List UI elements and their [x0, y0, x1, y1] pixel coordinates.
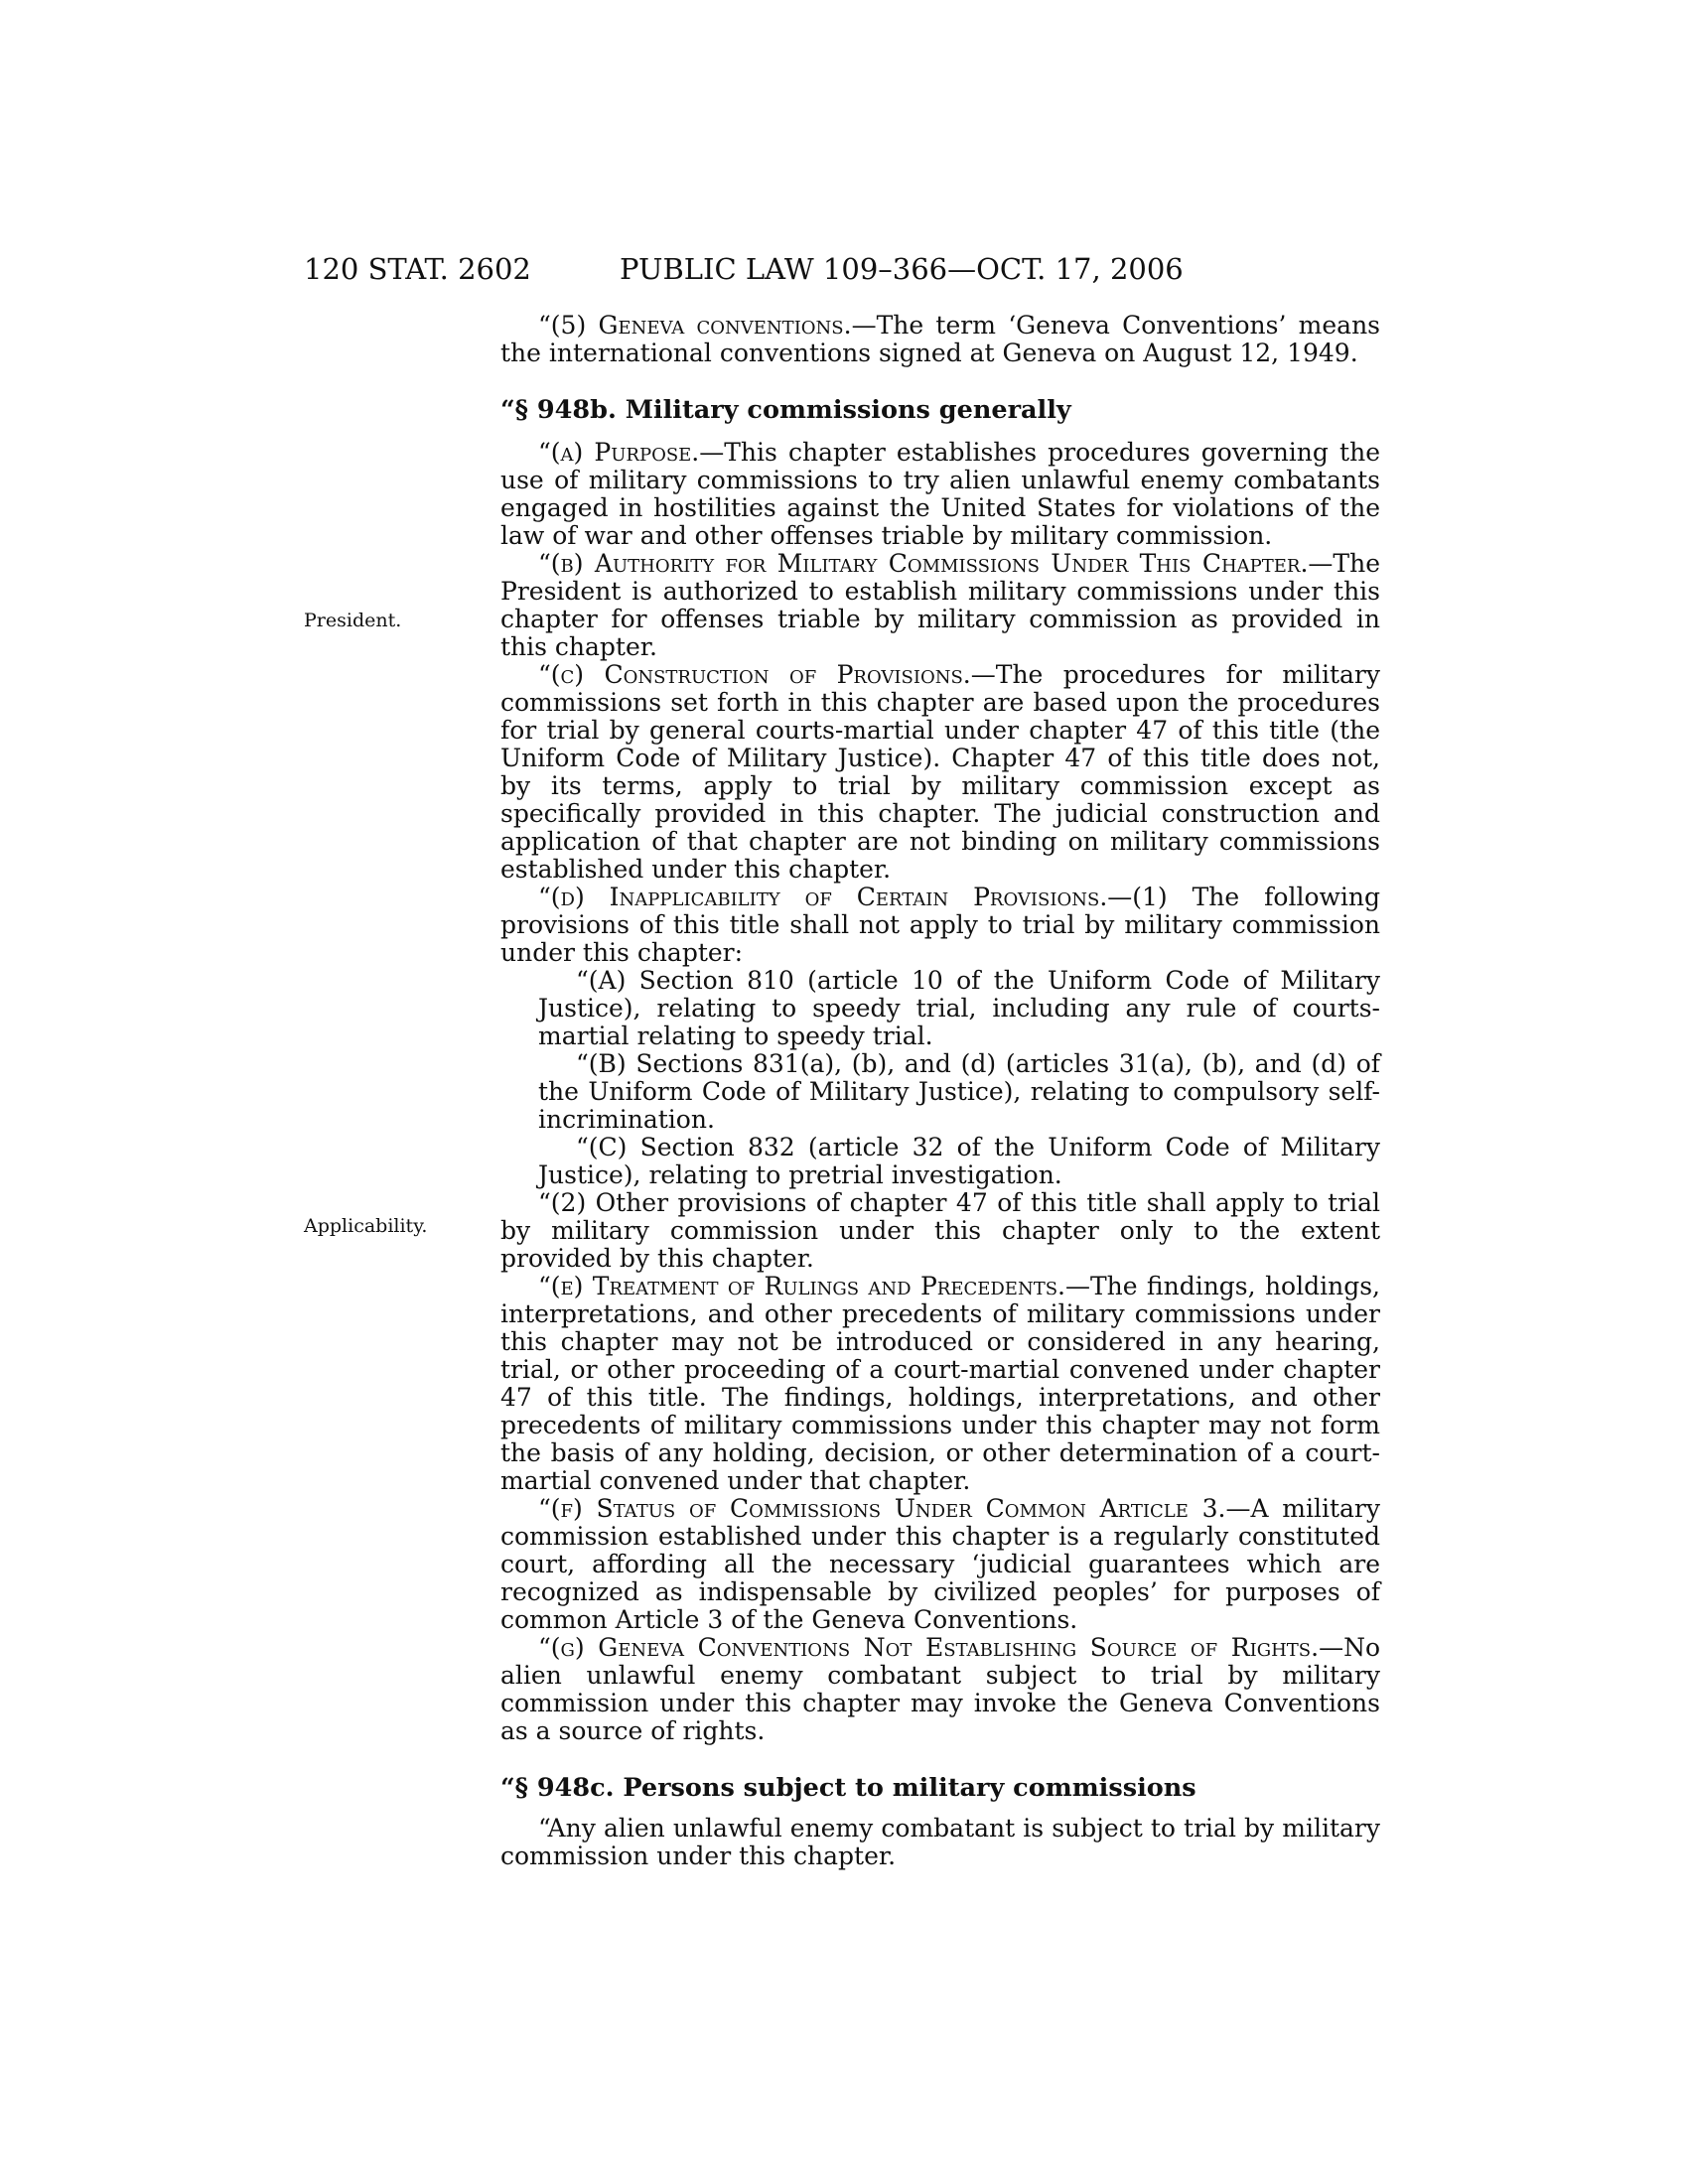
statute-body	[500, 312, 1380, 1870]
page-header	[0, 252, 1688, 292]
paragraph-5-geneva-conventions: “(5) Geneva conventions.—The term ‘Geneva Conventions’ means the international conventions signed at Geneva on August 12, 1949.	[500, 311, 1380, 367]
subsection-f: “(f) Status of Commissions Under Common Article 3.—A military commission established under this chapter is a regularly constituted court, affording all the necessary ‘judicial guarantees which are recognized as indispensable by civilized peoples’ for purposes of common Article 3 of the Geneva Conventions.	[500, 1494, 1380, 1634]
subsection-d-A: “(A) Section 810 (article 10 of the Uniform Code of Military Justice), relating to speedy trial, including any rule of courts-martial relating to speedy trial.	[538, 966, 1380, 1050]
section-948b-heading: “§ 948b. Military commissions generally	[500, 395, 1071, 425]
margin-note-president: President.	[304, 610, 402, 631]
page-stat-number: 120 STAT. 2602	[304, 252, 531, 286]
public-law-title: PUBLIC LAW 109–366—OCT. 17, 2006	[620, 252, 1184, 286]
subsection-c: “(c) Construction of Provisions.—The procedures for military commissions set forth in this chapter are based upon the procedures for trial by general courts-martial under chapter 47 of this title (the Uniform Code of Military Justice). Chapter 47 of this title does not, by its terms, apply to trial by military commission except as specifically provided in this chapter. The judicial construction and application of that chapter are not binding on military commissions established under this chapter.	[500, 660, 1380, 884]
subsection-a: “(a) Purpose.—This chapter establishes procedures governing the use of military commissions to try alien unlawful enemy combatants engaged in hostilities against the United States for violations of the law of war and other offenses triable by military commission.	[500, 438, 1380, 550]
subsection-e: “(e) Treatment of Rulings and Precedents.—The findings, holdings, interpretations, and other precedents of military commissions under this chapter may not be introduced or considered in any hearing, trial, or other proceeding of a court-martial convened under chapter 47 of this title. The findings, holdings, interpretations, and other precedents of military commissions under this chapter may not form the basis of any holding, decision, or other determination of a court-martial convened under that chapter.	[500, 1272, 1380, 1495]
section-948c-text: “Any alien unlawful enemy combatant is subject to trial by military commission under this chapter.	[500, 1814, 1380, 1870]
subsection-d-C: “(C) Section 832 (article 32 of the Uniform Code of Military Justice), relating to pretrial investigation.	[538, 1133, 1380, 1189]
margin-note-applicability: Applicability.	[304, 1215, 428, 1237]
subsection-d-2: “(2) Other provisions of chapter 47 of this title shall apply to trial by military commission under this chapter only to the extent provided by this chapter.	[500, 1188, 1380, 1273]
subsection-g: “(g) Geneva Conventions Not Establishing Source of Rights.—No alien unlawful enemy combatant subject to trial by military commission under this chapter may invoke the Geneva Conventions as a source of rights.	[500, 1633, 1380, 1745]
subsection-d-B: “(B) Sections 831(a), (b), and (d) (articles 31(a), (b), and (d) of the Uniform Code of Military Justice), relating to compulsory self-incrimination.	[538, 1049, 1380, 1134]
subsection-b: “(b) Authority for Military Commissions Under This Chapter.—The President is authorized to establish military commissions under this chapter for offenses triable by military commission as provided in this chapter.	[500, 549, 1380, 661]
section-948c-heading: “§ 948c. Persons subject to military commissions	[500, 1773, 1196, 1803]
subsection-d: “(d) Inapplicability of Certain Provisions.—(1) The following provisions of this title shall not apply to trial by military commission under this chapter:	[500, 883, 1380, 967]
